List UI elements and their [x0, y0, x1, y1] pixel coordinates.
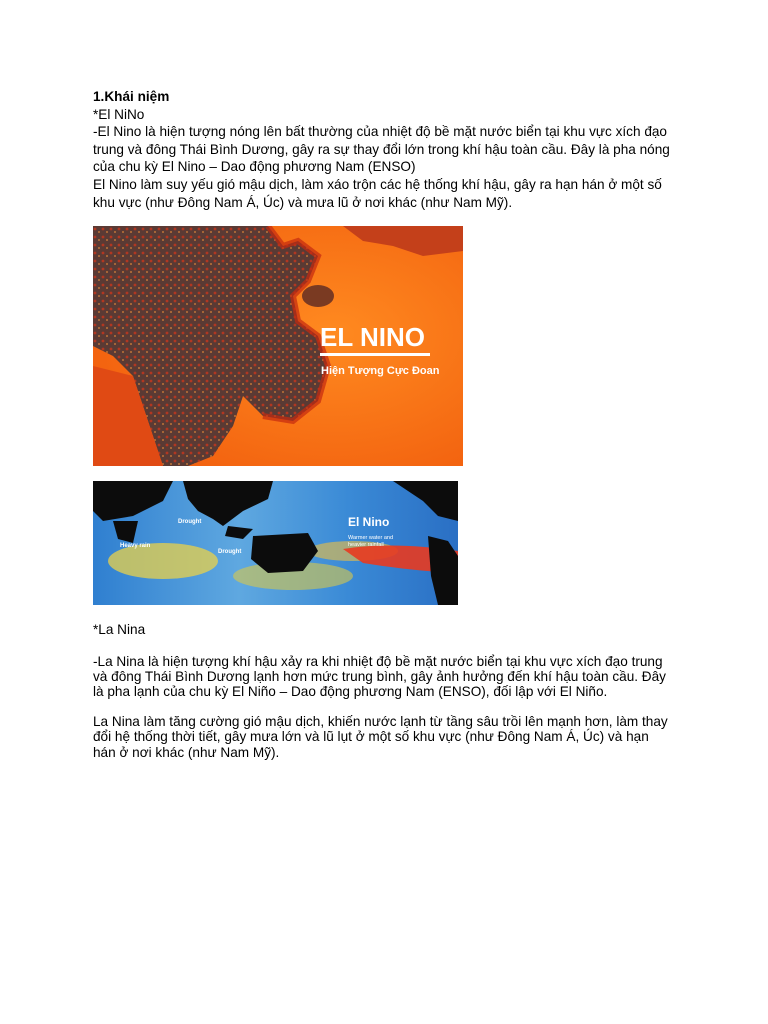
image2-el-nino-label: El Nino [348, 515, 390, 529]
la-nina-paragraph-1: -La Nina là hiện tượng khí hậu xảy ra khi nhiệt độ bề mặt nước biển tại khu vực xích đạo trung và đông Thái Bình Dương lạnh hơn mức trung bình, gây ảnh hưởng đến khí hậu toàn cầu. Đây là pha lạnh của chu kỳ El Niño – Dao động phương Nam (ENSO), đối lập với El Niño. [93, 653, 666, 699]
la-nina-paragraph-2: La Nina làm tăng cường gió mậu dịch, khiến nước lạnh từ tầng sâu trồi lên mạnh hơn, làm thay đổi hệ thống thời tiết, gây mưa lớn và lũ lụt ở một số khu vực (như Đông Nam Á, Úc) và hạn hán ở nơi khác (như Nam Mỹ). [93, 714, 668, 760]
el-nino-paragraph-2: El Nino làm suy yếu gió mậu dịch, làm xáo trộn các hệ thống khí hậu, gây ra hạn hán ở một số khu vực (như Đông Nam Á, Úc) và mưa lũ ở nơi khác (như Nam Mỹ). [93, 176, 662, 210]
title-underline [320, 353, 430, 356]
heavier-rainfall-label: heavier rainfall [348, 542, 384, 548]
la-nina-label: *La Nina [93, 622, 146, 637]
el-nino-paragraph-1: -El Nino là hiện tượng nóng lên bất thường của nhiệt độ bề mặt nước biển tại khu vực xích đạo trung và đông Thái Bình Dương, gây ra sự thay đổi lớn trong khí hậu toàn cầu. Đây là pha nóng của chu kỳ El Nino – Dao động phương Nam (ENSO) [93, 124, 670, 175]
la-nina-section [93, 621, 675, 760]
el-nino-section [93, 88, 675, 211]
image1-subtitle: Hiện Tượng Cực Đoan [321, 365, 440, 377]
image1-title: EL NINO [320, 322, 425, 352]
el-nino-heatmap-image [93, 226, 463, 466]
warm-water-label: Warmer water and [348, 535, 394, 541]
el-nino-world-map-image [93, 481, 458, 605]
drought-label-1: Drought [178, 519, 202, 525]
heavy-rain-label: Heavy rain [120, 543, 151, 549]
el-nino-label: *El NiNo [93, 106, 145, 122]
section-heading: 1.Khái niệm [93, 89, 170, 104]
drought-label-2: Drought [218, 549, 242, 555]
